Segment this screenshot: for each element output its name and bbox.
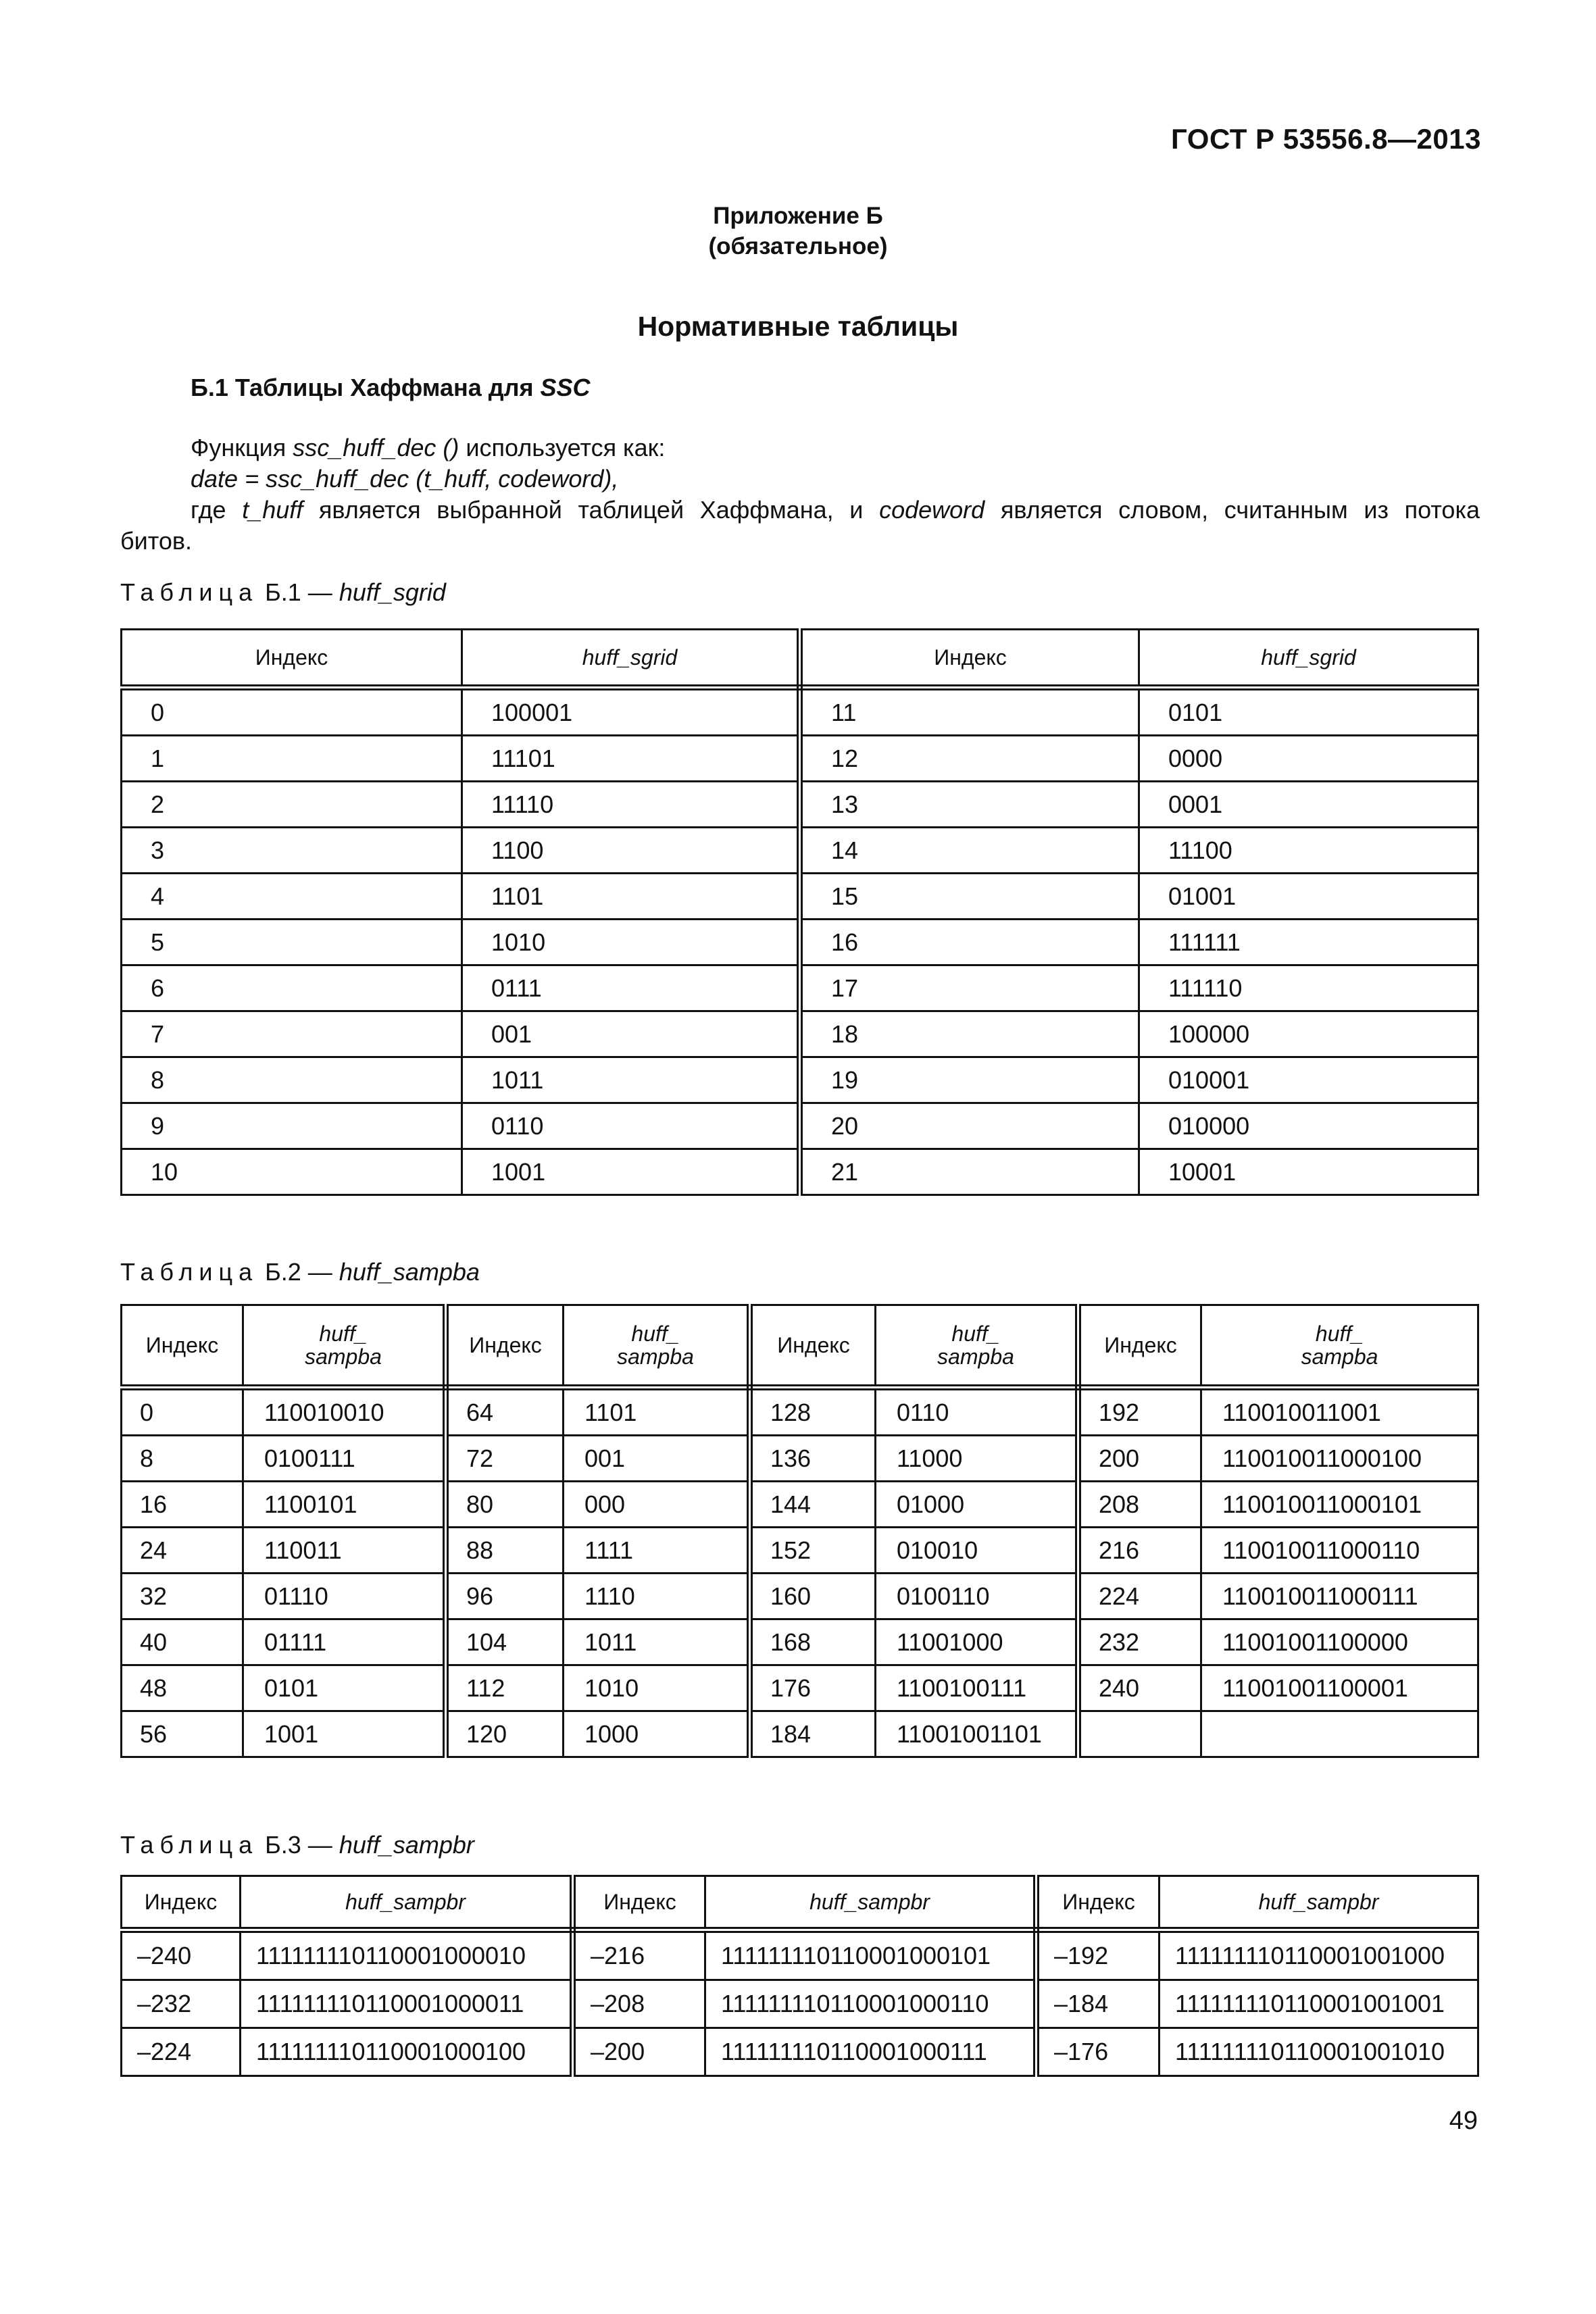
table-3-body bbox=[122, 1930, 1478, 2076]
header-term: sampba bbox=[617, 1344, 694, 1369]
header-term: huff_sgrid bbox=[582, 645, 678, 670]
index-cell: 80 bbox=[446, 1482, 564, 1528]
code-cell: 11001000 bbox=[876, 1619, 1078, 1665]
intro-text: Функция bbox=[191, 434, 293, 461]
table-row bbox=[122, 782, 1478, 828]
code-cell: 110010011001 bbox=[1201, 1388, 1478, 1436]
index-cell: 32 bbox=[122, 1574, 243, 1619]
index-cell: 7 bbox=[122, 1011, 462, 1057]
code-cell: 110010011000111 bbox=[1201, 1574, 1478, 1619]
code-cell: 1100100111 bbox=[876, 1665, 1078, 1711]
column-header-value bbox=[243, 1305, 446, 1388]
code-cell: 11001001101 bbox=[876, 1711, 1078, 1757]
code-cell: 11110 bbox=[462, 782, 800, 828]
index-cell: 168 bbox=[750, 1619, 876, 1665]
table-row bbox=[122, 1980, 1478, 2028]
section-title: Нормативные таблицы bbox=[637, 311, 959, 342]
code-cell: 111111110110001000010 bbox=[241, 1930, 573, 1980]
code-cell: 1100101 bbox=[243, 1482, 446, 1528]
index-cell: 176 bbox=[750, 1665, 876, 1711]
column-header-index: Индекс bbox=[750, 1305, 876, 1388]
table-2-caption bbox=[120, 1258, 480, 1286]
index-cell: 0 bbox=[122, 688, 462, 736]
caption-name: huff_sampbr bbox=[339, 1831, 474, 1859]
index-cell: –224 bbox=[122, 2028, 241, 2076]
intro-line-1 bbox=[191, 432, 665, 463]
index-cell: 240 bbox=[1078, 1665, 1201, 1711]
header-term: huff_ bbox=[1315, 1322, 1364, 1346]
index-cell: 232 bbox=[1078, 1619, 1201, 1665]
index-cell: –232 bbox=[122, 1980, 241, 2028]
table-2-body bbox=[122, 1388, 1478, 1757]
index-cell: 216 bbox=[1078, 1528, 1201, 1574]
code-cell: 01110 bbox=[243, 1574, 446, 1619]
index-cell: 6 bbox=[122, 965, 462, 1011]
column-header-index: Индекс bbox=[446, 1305, 564, 1388]
column-header-index: Индекс bbox=[122, 1876, 241, 1930]
caption-number: Б.2 — bbox=[258, 1258, 339, 1286]
caption-number: Б.1 — bbox=[258, 578, 339, 606]
code-cell: 1100 bbox=[462, 828, 800, 874]
table-row bbox=[122, 920, 1478, 965]
caption-word: Таблица bbox=[120, 1258, 259, 1286]
code-cell: 1000 bbox=[564, 1711, 750, 1757]
header-term: huff_sampbr bbox=[345, 1890, 466, 1914]
header-term: huff_ bbox=[951, 1322, 1000, 1346]
code-cell: 01000 bbox=[876, 1482, 1078, 1528]
table-row bbox=[122, 1574, 1478, 1619]
index-cell: 4 bbox=[122, 874, 462, 920]
table-row bbox=[122, 1930, 1478, 1980]
index-cell: 120 bbox=[446, 1711, 564, 1757]
code-cell bbox=[1201, 1711, 1478, 1757]
code-cell: 0110 bbox=[462, 1103, 800, 1149]
table-row bbox=[122, 1149, 1478, 1195]
table-row bbox=[122, 688, 1478, 736]
index-cell: 1 bbox=[122, 736, 462, 782]
code-cell: 111111110110001000011 bbox=[241, 1980, 573, 2028]
column-header-value bbox=[1159, 1876, 1478, 1930]
code-cell: 0101 bbox=[243, 1665, 446, 1711]
index-cell: 40 bbox=[122, 1619, 243, 1665]
caption-word: Таблица bbox=[120, 578, 259, 606]
header-term: huff_sgrid bbox=[1261, 645, 1356, 670]
code-cell: 1010 bbox=[564, 1665, 750, 1711]
table-1-body bbox=[122, 688, 1478, 1195]
index-cell: 112 bbox=[446, 1665, 564, 1711]
header-term: sampba bbox=[937, 1344, 1014, 1369]
index-cell: 13 bbox=[800, 782, 1139, 828]
annex-title: Приложение Б bbox=[713, 203, 883, 229]
index-cell: 17 bbox=[800, 965, 1139, 1011]
code-cell: 010010 bbox=[876, 1528, 1078, 1574]
table-row bbox=[122, 1057, 1478, 1103]
column-header-index: Индекс bbox=[573, 1876, 705, 1930]
column-header-index: Индекс bbox=[800, 630, 1139, 688]
code-cell: 111111110110001000101 bbox=[705, 1930, 1037, 1980]
intro-line-3 bbox=[191, 495, 1480, 526]
table-row bbox=[122, 1665, 1478, 1711]
code-cell: 111111110110001000110 bbox=[705, 1980, 1037, 2028]
index-cell: 200 bbox=[1078, 1436, 1201, 1482]
index-cell: 144 bbox=[750, 1482, 876, 1528]
index-cell: 104 bbox=[446, 1619, 564, 1665]
index-cell: 12 bbox=[800, 736, 1139, 782]
code-cell: 001 bbox=[462, 1011, 800, 1057]
table-row bbox=[122, 1711, 1478, 1757]
code-cell: 1011 bbox=[564, 1619, 750, 1665]
table-row bbox=[122, 2028, 1478, 2076]
intro-text: используется как: bbox=[459, 434, 666, 461]
code-cell: 0001 bbox=[1139, 782, 1478, 828]
intro-line-2: date = ssc_huff_dec (t_huff, codeword), bbox=[191, 465, 619, 493]
code-cell: 1101 bbox=[462, 874, 800, 920]
table-row bbox=[122, 1436, 1478, 1482]
index-cell: 128 bbox=[750, 1388, 876, 1436]
index-cell: –216 bbox=[573, 1930, 705, 1980]
table-row bbox=[122, 1388, 1478, 1436]
code-cell: 0000 bbox=[1139, 736, 1478, 782]
index-cell: 8 bbox=[122, 1057, 462, 1103]
column-header-value bbox=[462, 630, 800, 688]
column-header-index: Индекс bbox=[122, 630, 462, 688]
index-cell: 8 bbox=[122, 1436, 243, 1482]
code-cell: 110010010 bbox=[243, 1388, 446, 1436]
code-cell: 1110 bbox=[564, 1574, 750, 1619]
index-cell: –200 bbox=[573, 2028, 705, 2076]
index-cell: 10 bbox=[122, 1149, 462, 1195]
term-t-huff: t_huff bbox=[242, 496, 303, 524]
code-cell: 1101 bbox=[564, 1388, 750, 1436]
index-cell: –176 bbox=[1037, 2028, 1159, 2076]
column-header-value bbox=[564, 1305, 750, 1388]
column-header-value bbox=[876, 1305, 1078, 1388]
code-cell: 111111110110001001010 bbox=[1159, 2028, 1478, 2076]
code-cell: 010001 bbox=[1139, 1057, 1478, 1103]
index-cell: 224 bbox=[1078, 1574, 1201, 1619]
subsection-term: SSC bbox=[540, 374, 591, 401]
index-cell: 88 bbox=[446, 1528, 564, 1574]
function-name: ssc_huff_dec () bbox=[293, 434, 459, 461]
code-cell: 111111110110001000100 bbox=[241, 2028, 573, 2076]
annex-status: (обязательное) bbox=[708, 233, 888, 259]
header-term: huff_ bbox=[631, 1322, 680, 1346]
code-cell: 1010 bbox=[462, 920, 800, 965]
intro-text: является словом, считанным из потока bbox=[984, 496, 1480, 524]
header-term: sampba bbox=[1301, 1344, 1378, 1369]
caption-number: Б.3 — bbox=[258, 1831, 339, 1859]
standard-code: ГОСТ Р 53556.8—2013 bbox=[1171, 123, 1481, 155]
column-header-index: Индекс bbox=[1037, 1876, 1159, 1930]
caption-name: huff_sampba bbox=[339, 1258, 480, 1286]
code-cell: 100001 bbox=[462, 688, 800, 736]
code-cell: 11100 bbox=[1139, 828, 1478, 874]
code-cell: 1011 bbox=[462, 1057, 800, 1103]
table-row bbox=[122, 1011, 1478, 1057]
code-cell: 0101 bbox=[1139, 688, 1478, 736]
index-cell: 3 bbox=[122, 828, 462, 874]
table-huff-sampbr bbox=[120, 1875, 1479, 2077]
code-cell: 110010011000100 bbox=[1201, 1436, 1478, 1482]
index-cell bbox=[1078, 1711, 1201, 1757]
index-cell: –184 bbox=[1037, 1980, 1159, 2028]
table-row bbox=[122, 1103, 1478, 1149]
table-1-caption bbox=[120, 578, 446, 607]
term-codeword: codeword bbox=[879, 496, 985, 524]
code-cell: 10001 bbox=[1139, 1149, 1478, 1195]
code-cell: 111111 bbox=[1139, 920, 1478, 965]
index-cell: 0 bbox=[122, 1388, 243, 1436]
table-row bbox=[122, 1482, 1478, 1528]
table-3-caption bbox=[120, 1831, 474, 1859]
code-cell: 110011 bbox=[243, 1528, 446, 1574]
code-cell: 11001001100000 bbox=[1201, 1619, 1478, 1665]
subsection-title bbox=[191, 374, 591, 402]
code-cell: 100000 bbox=[1139, 1011, 1478, 1057]
index-cell: 14 bbox=[800, 828, 1139, 874]
intro-text: где bbox=[191, 496, 243, 524]
caption-name: huff_sgrid bbox=[339, 578, 446, 606]
index-cell: 15 bbox=[800, 874, 1139, 920]
code-cell: 01001 bbox=[1139, 874, 1478, 920]
index-cell: 152 bbox=[750, 1528, 876, 1574]
table-row bbox=[122, 965, 1478, 1011]
code-cell: 000 bbox=[564, 1482, 750, 1528]
header-term: huff_sampbr bbox=[809, 1890, 930, 1914]
code-cell: 0110 bbox=[876, 1388, 1078, 1436]
code-cell: 111110 bbox=[1139, 965, 1478, 1011]
index-cell: 19 bbox=[800, 1057, 1139, 1103]
code-cell: 111111110110001001001 bbox=[1159, 1980, 1478, 2028]
code-cell: 0111 bbox=[462, 965, 800, 1011]
code-cell: 11101 bbox=[462, 736, 800, 782]
code-cell: 010000 bbox=[1139, 1103, 1478, 1149]
index-cell: 16 bbox=[800, 920, 1139, 965]
intro-line-4: битов. bbox=[120, 527, 192, 555]
index-cell: 18 bbox=[800, 1011, 1139, 1057]
code-cell: 1001 bbox=[243, 1711, 446, 1757]
code-cell: 111111110110001000111 bbox=[705, 2028, 1037, 2076]
table-row bbox=[122, 1619, 1478, 1665]
table-row bbox=[122, 1528, 1478, 1574]
index-cell: 2 bbox=[122, 782, 462, 828]
index-cell: 192 bbox=[1078, 1388, 1201, 1436]
page-number: 49 bbox=[1449, 2107, 1478, 2135]
code-cell: 111111110110001001000 bbox=[1159, 1930, 1478, 1980]
table-huff-sgrid bbox=[120, 628, 1479, 1196]
index-cell: 5 bbox=[122, 920, 462, 965]
index-cell: 20 bbox=[800, 1103, 1139, 1149]
column-header-value bbox=[1201, 1305, 1478, 1388]
code-cell: 11000 bbox=[876, 1436, 1078, 1482]
index-cell: 72 bbox=[446, 1436, 564, 1482]
column-header-index: Индекс bbox=[1078, 1305, 1201, 1388]
table-huff-sampba bbox=[120, 1304, 1479, 1758]
code-cell: 1111 bbox=[564, 1528, 750, 1574]
column-header-value bbox=[705, 1876, 1037, 1930]
code-cell: 1001 bbox=[462, 1149, 800, 1195]
index-cell: 48 bbox=[122, 1665, 243, 1711]
column-header-index: Индекс bbox=[122, 1305, 243, 1388]
code-cell: 11001001100001 bbox=[1201, 1665, 1478, 1711]
index-cell: 96 bbox=[446, 1574, 564, 1619]
index-cell: 64 bbox=[446, 1388, 564, 1436]
index-cell: –208 bbox=[573, 1980, 705, 2028]
code-cell: 0100110 bbox=[876, 1574, 1078, 1619]
index-cell: 21 bbox=[800, 1149, 1139, 1195]
table-row bbox=[122, 874, 1478, 920]
code-cell: 0100111 bbox=[243, 1436, 446, 1482]
index-cell: 208 bbox=[1078, 1482, 1201, 1528]
index-cell: 136 bbox=[750, 1436, 876, 1482]
code-cell: 110010011000110 bbox=[1201, 1528, 1478, 1574]
subsection-prefix: Б.1 Таблицы Хаффмана для bbox=[191, 374, 541, 401]
column-header-value bbox=[241, 1876, 573, 1930]
code-cell: 110010011000101 bbox=[1201, 1482, 1478, 1528]
index-cell: –192 bbox=[1037, 1930, 1159, 1980]
index-cell: 24 bbox=[122, 1528, 243, 1574]
index-cell: 56 bbox=[122, 1711, 243, 1757]
header-term: huff_sampbr bbox=[1258, 1890, 1379, 1914]
table-row bbox=[122, 828, 1478, 874]
column-header-value bbox=[1139, 630, 1478, 688]
code-cell: 001 bbox=[564, 1436, 750, 1482]
header-term: sampba bbox=[305, 1344, 382, 1369]
table-row bbox=[122, 736, 1478, 782]
index-cell: 16 bbox=[122, 1482, 243, 1528]
index-cell: –240 bbox=[122, 1930, 241, 1980]
index-cell: 184 bbox=[750, 1711, 876, 1757]
caption-word: Таблица bbox=[120, 1831, 259, 1859]
header-term: huff_ bbox=[319, 1322, 368, 1346]
index-cell: 9 bbox=[122, 1103, 462, 1149]
index-cell: 160 bbox=[750, 1574, 876, 1619]
intro-text: является выбранной таблицей Хаффмана, и bbox=[303, 496, 880, 524]
code-cell: 01111 bbox=[243, 1619, 446, 1665]
index-cell: 11 bbox=[800, 688, 1139, 736]
